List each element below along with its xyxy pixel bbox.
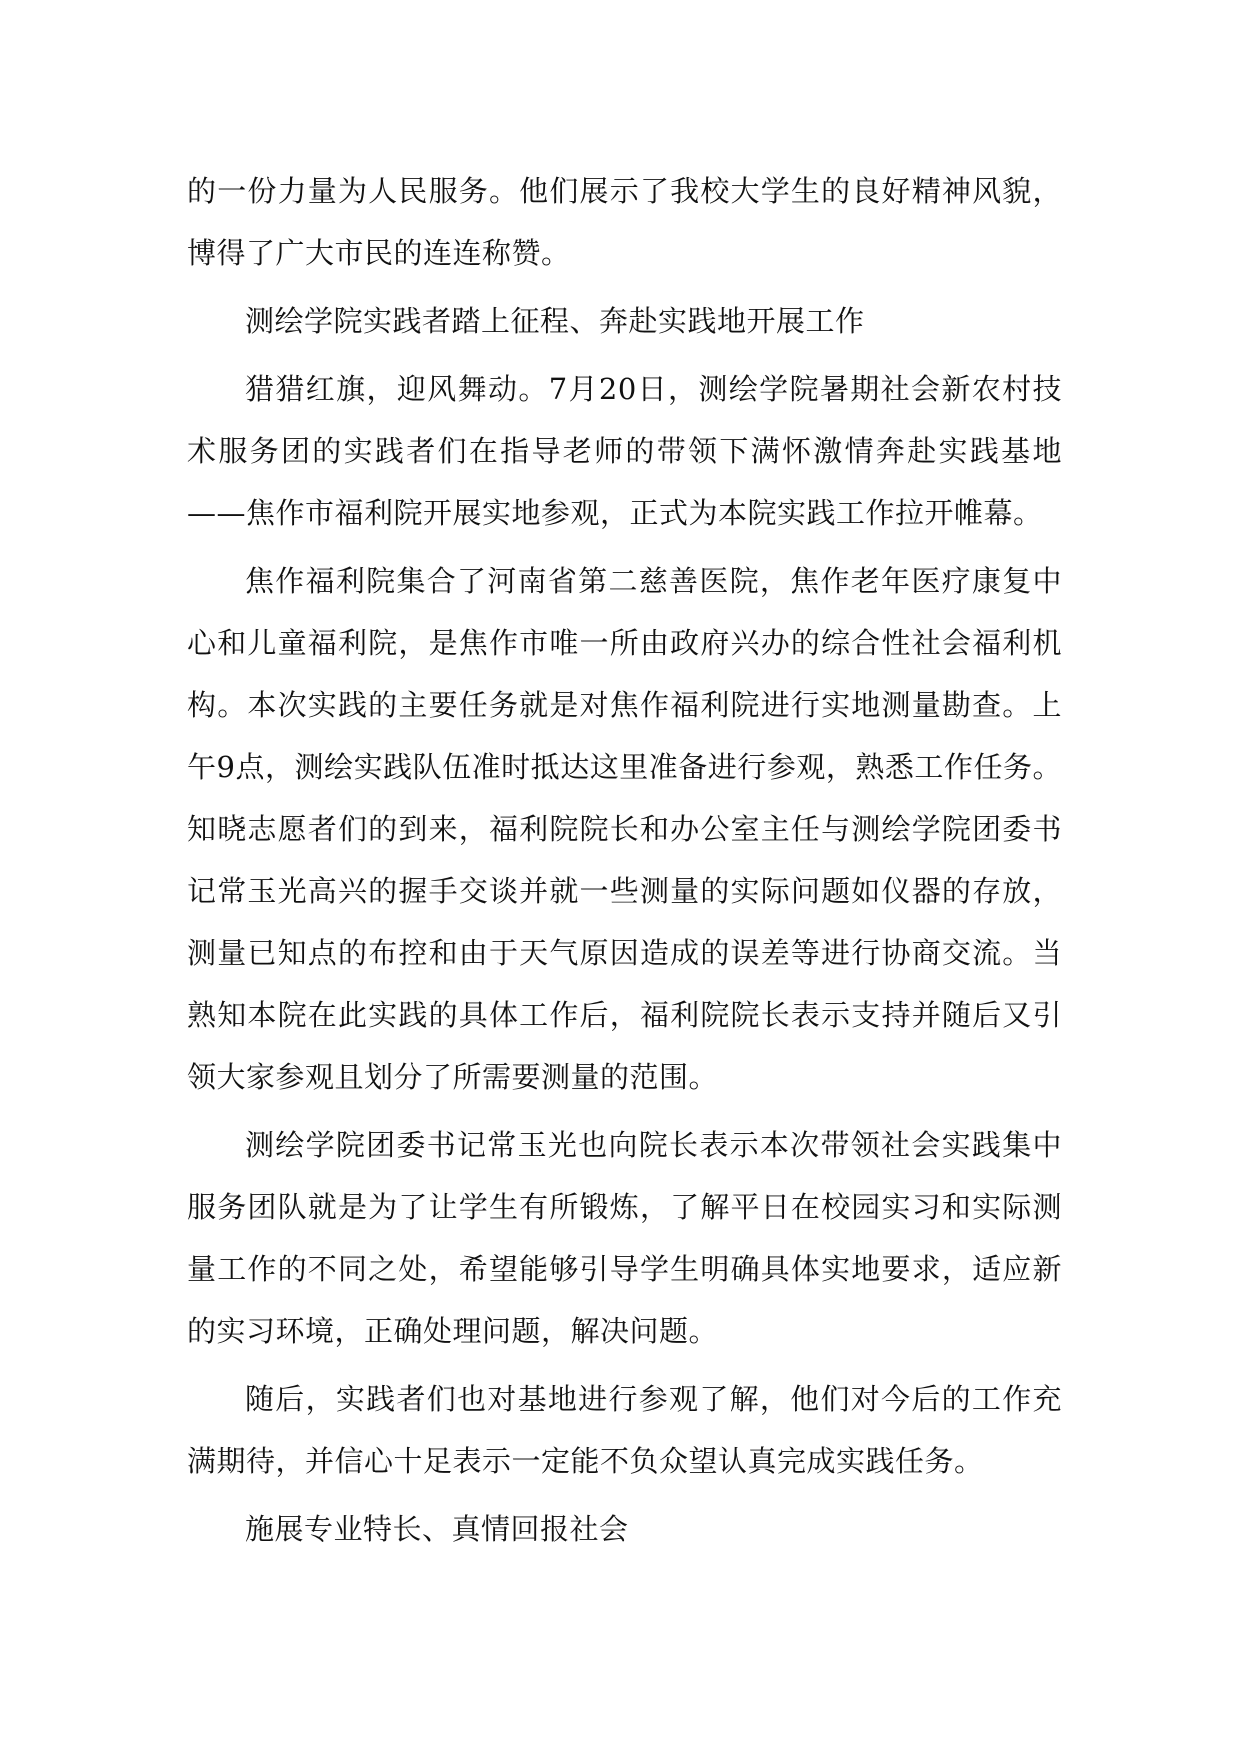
section-heading-expertise: 施展专业特长、真情回报社会 [245,1512,629,1546]
paragraph-welfare-institute: 焦作福利院集合了河南省第二慈善医院，焦作老年医疗康复中心和儿童福利院，是焦作市唯一所由政府兴办的综合性社会福利机构。本次实践的主要任务就是对焦作福利院进行实地测量勘查。上午9点，测绘实践队伍准时抵达这里准备进行参观，熟悉工作任务。知晓志愿者们的到来，福利院院长和办公室主任与测绘学院团委书记常玉光高兴的握手交谈并就一些测量的实际问题如仪器的存放，测量已知点的布控和由于天气原因造成的误差等进行协商交流。当熟知本院在此实践的具体工作后，福利院院长表示支持并随后又引领大家参观且划分了所需要测量的范围。 [187,564,1062,1094]
paragraph-expectations: 随后，实践者们也对基地进行参观了解，他们对今后的工作充满期待，并信心十足表示一定能不负众望认真完成实践任务。 [187,1382,1062,1478]
section-heading-departure: 测绘学院实践者踏上征程、奔赴实践地开展工作 [245,304,865,338]
paragraph-departure: 猎猎红旗，迎风舞动。7月20日，测绘学院暑期社会新农村技术服务团的实践者们在指导老师的带领下满怀激情奔赴实践基地——焦作市福利院开展实地参观，正式为本院实践工作拉开帷幕。 [187,372,1062,530]
paragraph-secretary-remarks: 测绘学院团委书记常玉光也向院长表示本次带领社会实践集中服务团队就是为了让学生有所锻炼，了解平日在校园实习和实际测量工作的不同之处，希望能够引导学生明确具体实地要求，适应新的实习环境，正确处理问题，解决问题。 [187,1128,1062,1348]
paragraph-continuation: 的一份力量为人民服务。他们展示了我校大学生的良好精神风貌，博得了广大市民的连连称赞。 [187,174,1062,270]
document-body [187,160,1062,1566]
